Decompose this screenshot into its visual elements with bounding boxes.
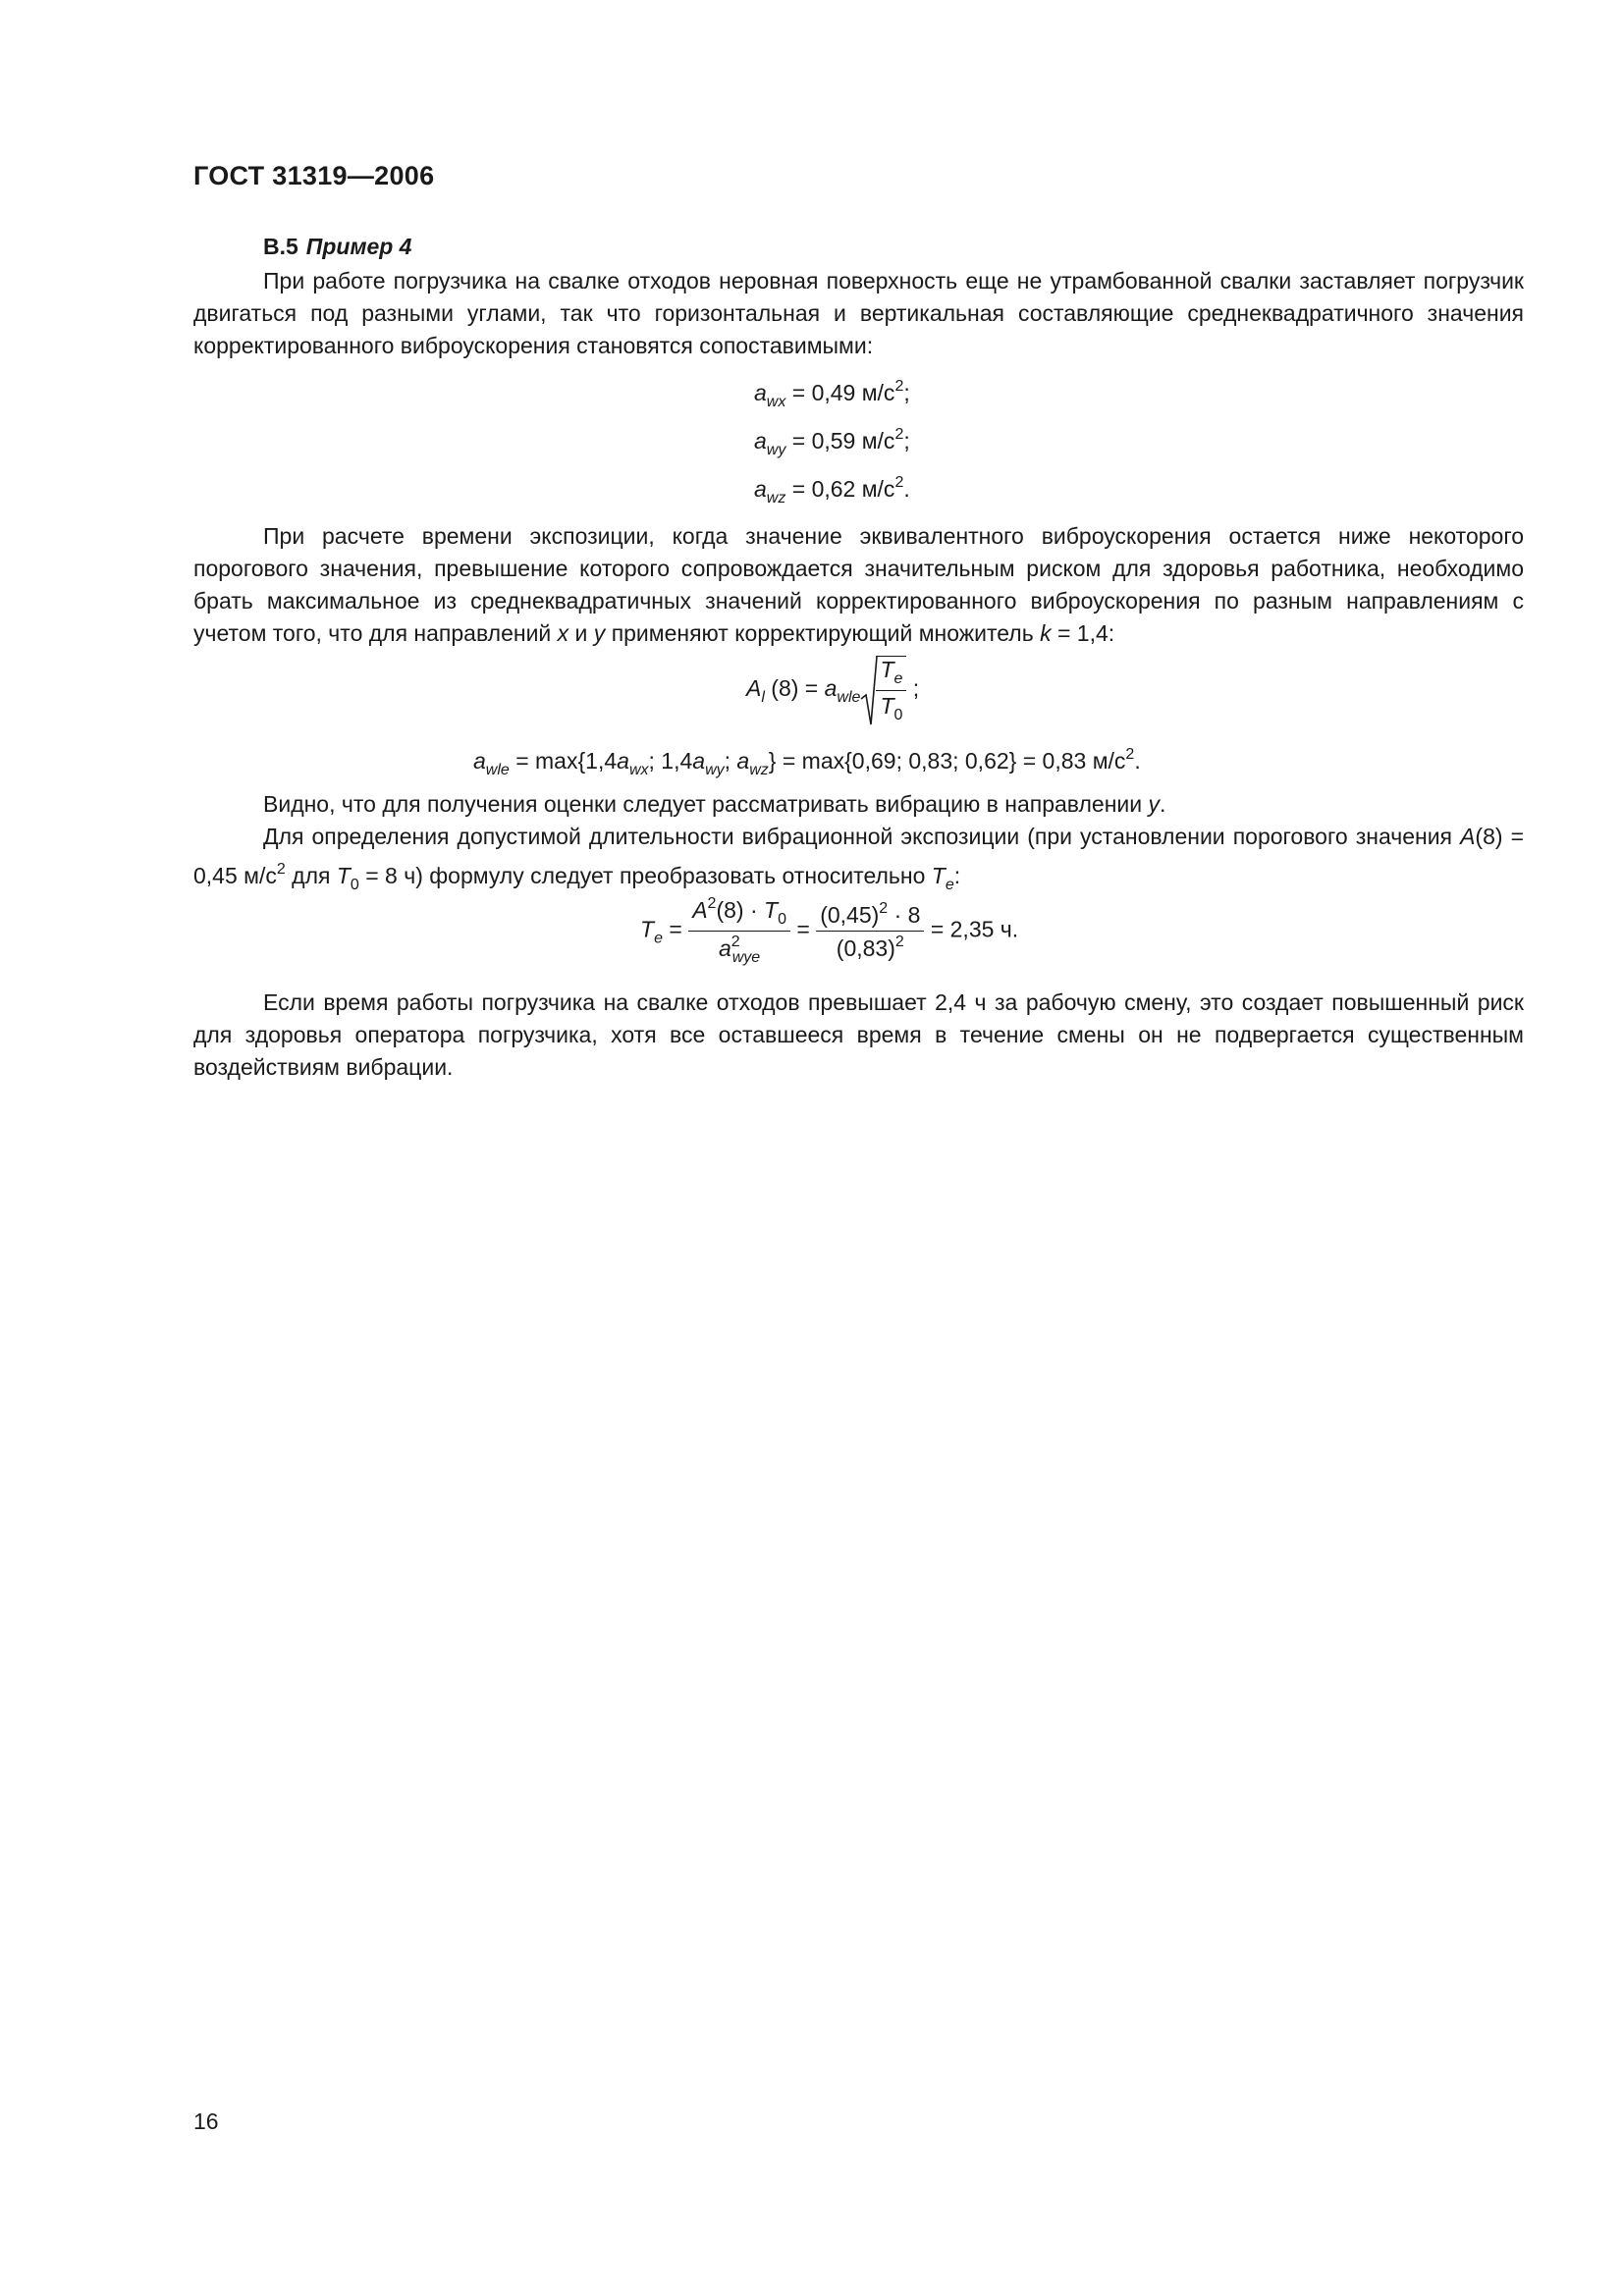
equation-awx: $a_{wx} = 0,49$ $м/с^2$; (754, 378, 910, 410)
sqrt-symbol: $\frac{T_e}{T_0}$ (860, 656, 906, 724)
paragraph-intro (193, 265, 1524, 362)
section-heading (263, 234, 411, 260)
paragraph-conclusion (193, 987, 1524, 1084)
section-title: Пример 4 (305, 234, 412, 259)
paragraph-duration (193, 821, 1524, 901)
equation-awz: $a_{wz} = 0,62$ $м/с^2$. (754, 474, 910, 507)
paragraph-direction (193, 788, 1524, 821)
fraction-1: $\frac{A^2(8) \cdot T_0}{a^2_{wye}}$ (688, 895, 790, 967)
equation-awy: $a_{wy} = 0,59$ $м/с^2$; (754, 426, 910, 458)
paragraph-direction-text: Видно, что для получения оценки следует рассматривать вибрацию в направлении y. (263, 791, 1166, 817)
paragraph-exposure (193, 520, 1524, 650)
paragraph-duration-text: Для определения допустимой длительности вибрационной экспозиции (при установлении порогового значения A(8) = 0,45 $м/с^2$ для $T_0 = 8$ ч) формулу следует преобразовать относительно $T_e$: (193, 824, 1525, 893)
document-header: ГОСТ 31319—2006 (193, 161, 435, 190)
paragraph-intro-text: При работе погрузчика на свалке отходов неровная поверхность еще не утрамбованной свалки заставляет погрузчик двигаться под разными углами, так что горизонтальная и вертикальная составляющие среднеквадратичного значения корректированного виброускорения становятся сопоставимыми: (193, 268, 1524, 358)
equation-awz-value: = 0,62 м/с (791, 476, 895, 502)
equation-te-result: = 2,35 ч. (930, 916, 1019, 942)
paragraph-exposure-text: При расчете времени экспозиции, когда значение эквивалентного виброускорения остается ниже некоторого порогового значения, превышение которого сопровождается значительным риском для здоровья работника, необходимо брать максимальное из среднеквадратичных значений корректированного виброускорения по разным направлениям с учетом того, что для направлений x и y применяют корректирующий множитель k = 1,4: (193, 523, 1524, 646)
paragraph-conclusion-text: Если время работы погрузчика на свалке отходов превышает 2,4 ч за рабочую смену, это создает повышенный риск для здоровья оператора погрузчика, хотя все оставшееся время в течение смены он не подвергается существенным воздействиям вибрации. (193, 989, 1524, 1080)
equation-a8: $A_l$ $(8) = a_{wle}$ $\frac{T_e}{T_0}$ ; (746, 657, 920, 723)
equation-awx-value: = 0,49 м/с (791, 380, 895, 405)
equation-max: $a_{wle} = \max\{1,4a_{wx}$; $1,4a_{wy}$; $a_{wz}\} = \max\{0,69$; 0,83; 0,62} = 0,83 $м/с^2$. (473, 746, 1141, 778)
page-number: 16 (193, 2109, 219, 2134)
section-number: B.5 (263, 234, 298, 259)
equation-awy-value: = 0,59 м/с (791, 428, 895, 454)
equation-te: $T_e$ = $\frac{A^2(8) \cdot T_0}{a^2_{wye}}$ = $\frac{(0,45)^2 \cdot 8}{(0,83)^2}$ = 2,35 ч. (640, 895, 1019, 966)
fraction-2: $\frac{(0,45)^2 \cdot 8}{(0,83)^2}$ (816, 900, 924, 962)
